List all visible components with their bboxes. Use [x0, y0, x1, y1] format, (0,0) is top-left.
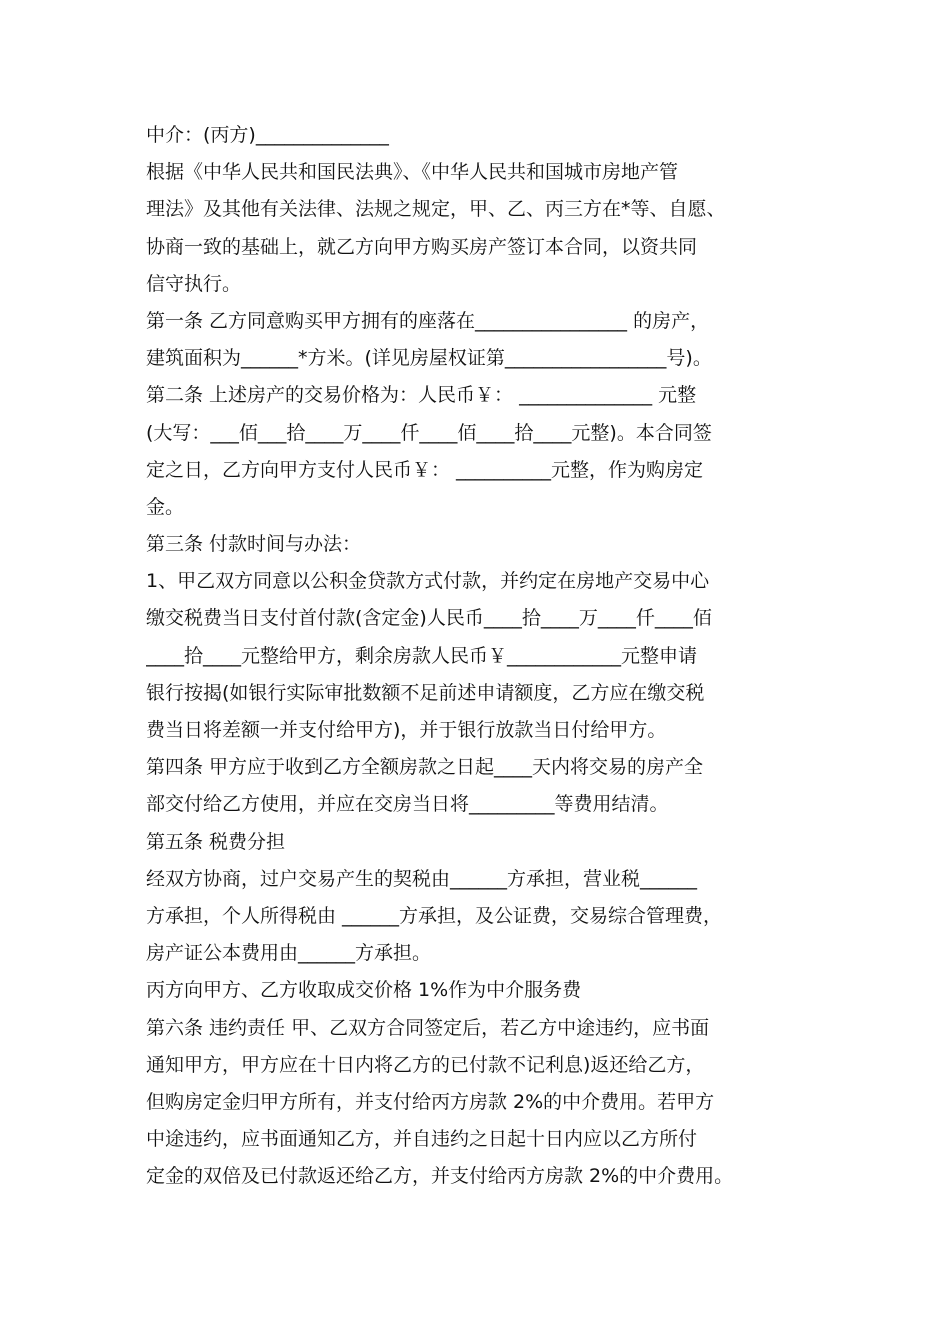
- text-line: 信守执行。: [146, 272, 242, 295]
- text-line: 第五条 税费分担: [146, 830, 286, 853]
- text-line: 协商一致的基础上，就乙方向甲方购买房产签订本合同，以资共同: [146, 235, 698, 258]
- text-line: 银行按揭(如银行实际审批数额不足前述申请额度，乙方应在缴交税: [146, 681, 705, 704]
- text-line: 第三条 付款时间与办法：: [146, 533, 362, 556]
- text-line: 金。: [146, 495, 185, 518]
- text-line: 第一条 乙方同意购买甲方拥有的座落在________________ 的房产，: [146, 309, 710, 332]
- text-line: ____拾____元整给甲方，剩余房款人民币￥____________元整申请: [146, 644, 698, 667]
- text-line: 通知甲方，甲方应在十日内将乙方的已付款不记利息)返还给乙方，: [146, 1053, 705, 1076]
- text-line: 中途违约，应书面通知乙方，并自违约之日起十日内应以乙方所付: [146, 1128, 698, 1151]
- text-line: 丙方向甲方、乙方收取成交价格 1%作为中介服务费: [146, 979, 582, 1002]
- text-line: 但购房定金归甲方所有，并支付给丙方房款 2%的中介费用。若甲方: [146, 1090, 715, 1113]
- text-line: 根据《中华人民共和国民法典》、《中华人民共和国城市房地产管: [146, 161, 679, 184]
- text-line: 房产证公本费用由______方承担。: [146, 942, 432, 965]
- text-line: 理法》及其他有关法律、法规之规定，甲、乙、丙三方在*等、自愿、: [146, 198, 726, 221]
- text-line: 缴交税费当日支付首付款(含定金)人民币____拾____万____仟____佰: [146, 607, 712, 630]
- contract-text: [146, 117, 826, 1195]
- text-line: 费当日将差额一并支付给甲方)，并于银行放款当日付给甲方。: [146, 719, 667, 741]
- text-line: 方承担，个人所得税由 ______方承担，及公证费，交易综合管理费，: [146, 904, 723, 927]
- text-line: 中介：(丙方)______________: [146, 124, 389, 146]
- text-line: 第六条 违约责任 甲、乙双方合同签定后，若乙方中途违约，应书面: [146, 1016, 710, 1039]
- text-line: (大写：___佰___拾____万____仟____佰____拾____元整)。本合同签: [146, 421, 712, 444]
- text-line: 第四条 甲方应于收到乙方全额房款之日起____天内将交易的房产全: [146, 756, 704, 779]
- text-line: 1、甲乙双方同意以公积金贷款方式付款，并约定在房地产交易中心: [146, 570, 710, 593]
- text-line: 部交付给乙方使用，并应在交房当日将_________等费用结清。: [146, 793, 669, 816]
- text-line: 建筑面积为______*方米。(详见房屋权证第_________________号)。: [146, 347, 712, 370]
- text-line: 经双方协商，过户交易产生的契税由______方承担，营业税______: [146, 867, 698, 890]
- text-line: 第二条 上述房产的交易价格为：人民币￥： ______________ 元整: [146, 384, 697, 407]
- text-line: 定金的双倍及已付款返还给乙方，并支付给丙方房款 2%的中介费用。: [146, 1165, 734, 1188]
- text-line: 定之日，乙方向甲方支付人民币￥： __________元整，作为购房定: [146, 458, 704, 481]
